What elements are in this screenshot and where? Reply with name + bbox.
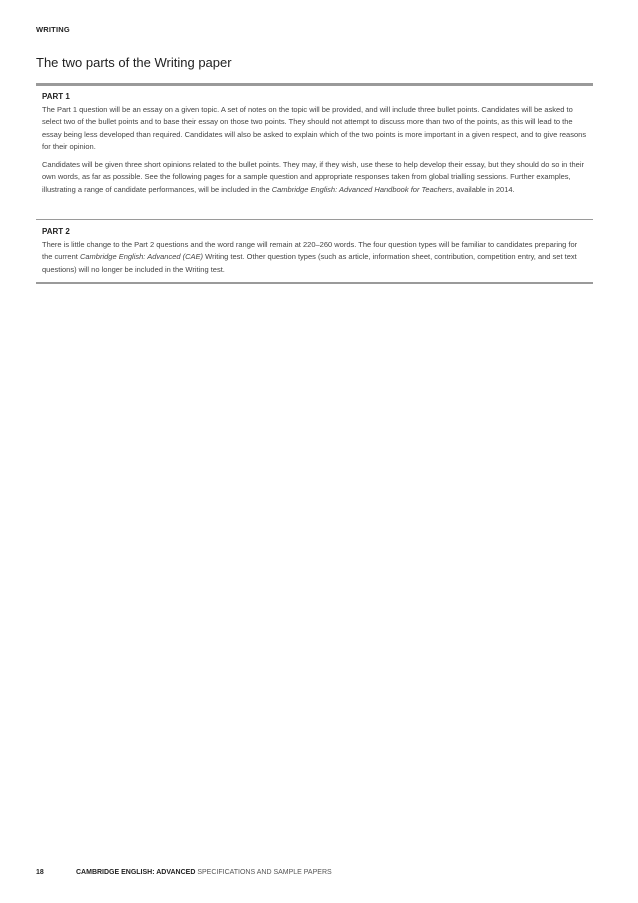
part-1-paragraph-2 xyxy=(42,159,588,196)
footer-title-rest: SPECIFICATIONS AND SAMPLE PAPERS xyxy=(195,869,332,876)
page-number: 18 xyxy=(36,869,44,876)
part-1-section xyxy=(42,91,588,196)
part-2-paragraph-text-b: Writing test. Other question types (such as article, information sheet, contribution, competition entry, and set text questions) will no longer be included in the Writing test. xyxy=(42,252,577,274)
bottom-divider xyxy=(36,282,593,284)
part-2-paragraph-text-a: There is little change to the Part 2 questions and the word range will remain at 220–260 words. The four question types will be familiar to candidates preparing for the current xyxy=(42,240,578,262)
handbook-title: Cambridge English: Advanced Handbook for Teachers xyxy=(271,184,453,194)
exam-title: Cambridge English: Advanced (CAE) xyxy=(79,252,204,262)
page-title: The two parts of the Writing paper xyxy=(36,55,232,70)
page-footer xyxy=(36,869,332,876)
middle-divider xyxy=(36,219,593,220)
part-1-heading: PART 1 xyxy=(42,92,70,101)
part-1-paragraph-2-text-a: Candidates will be given three short opinions related to the bullet points. They may, if they wish, use these to help develop their essay, but they should do so in their own words, as far as possible. See the following pages for a sample question and appropriate responses taken from global trialling sessions. Further examples, illustrating a range of candidate performances, will be included in the xyxy=(42,160,584,194)
part-2-heading: PART 2 xyxy=(42,227,70,236)
part-1-paragraph-1: The Part 1 question will be an essay on a given topic. A set of notes on the topic will be provided, and will include three bullet points. Candidates will be asked to select two of the bullet points and to base their essay on those two points. They should not attempt to discuss more than two of the points, as this will lead to the essay being less developed than required. Candidates will also be asked to explain which of the two points is more important in a given respect, and to give reasons for their opinion. xyxy=(42,105,587,151)
top-divider xyxy=(36,83,593,86)
section-label: WRITING xyxy=(36,25,70,34)
part-2-section xyxy=(42,226,588,276)
part-2-paragraph xyxy=(42,239,588,276)
part-1-paragraph-2-text-b: , available in 2014. xyxy=(452,184,515,194)
footer-title-bold: CAMBRIDGE ENGLISH: ADVANCED xyxy=(76,869,196,876)
